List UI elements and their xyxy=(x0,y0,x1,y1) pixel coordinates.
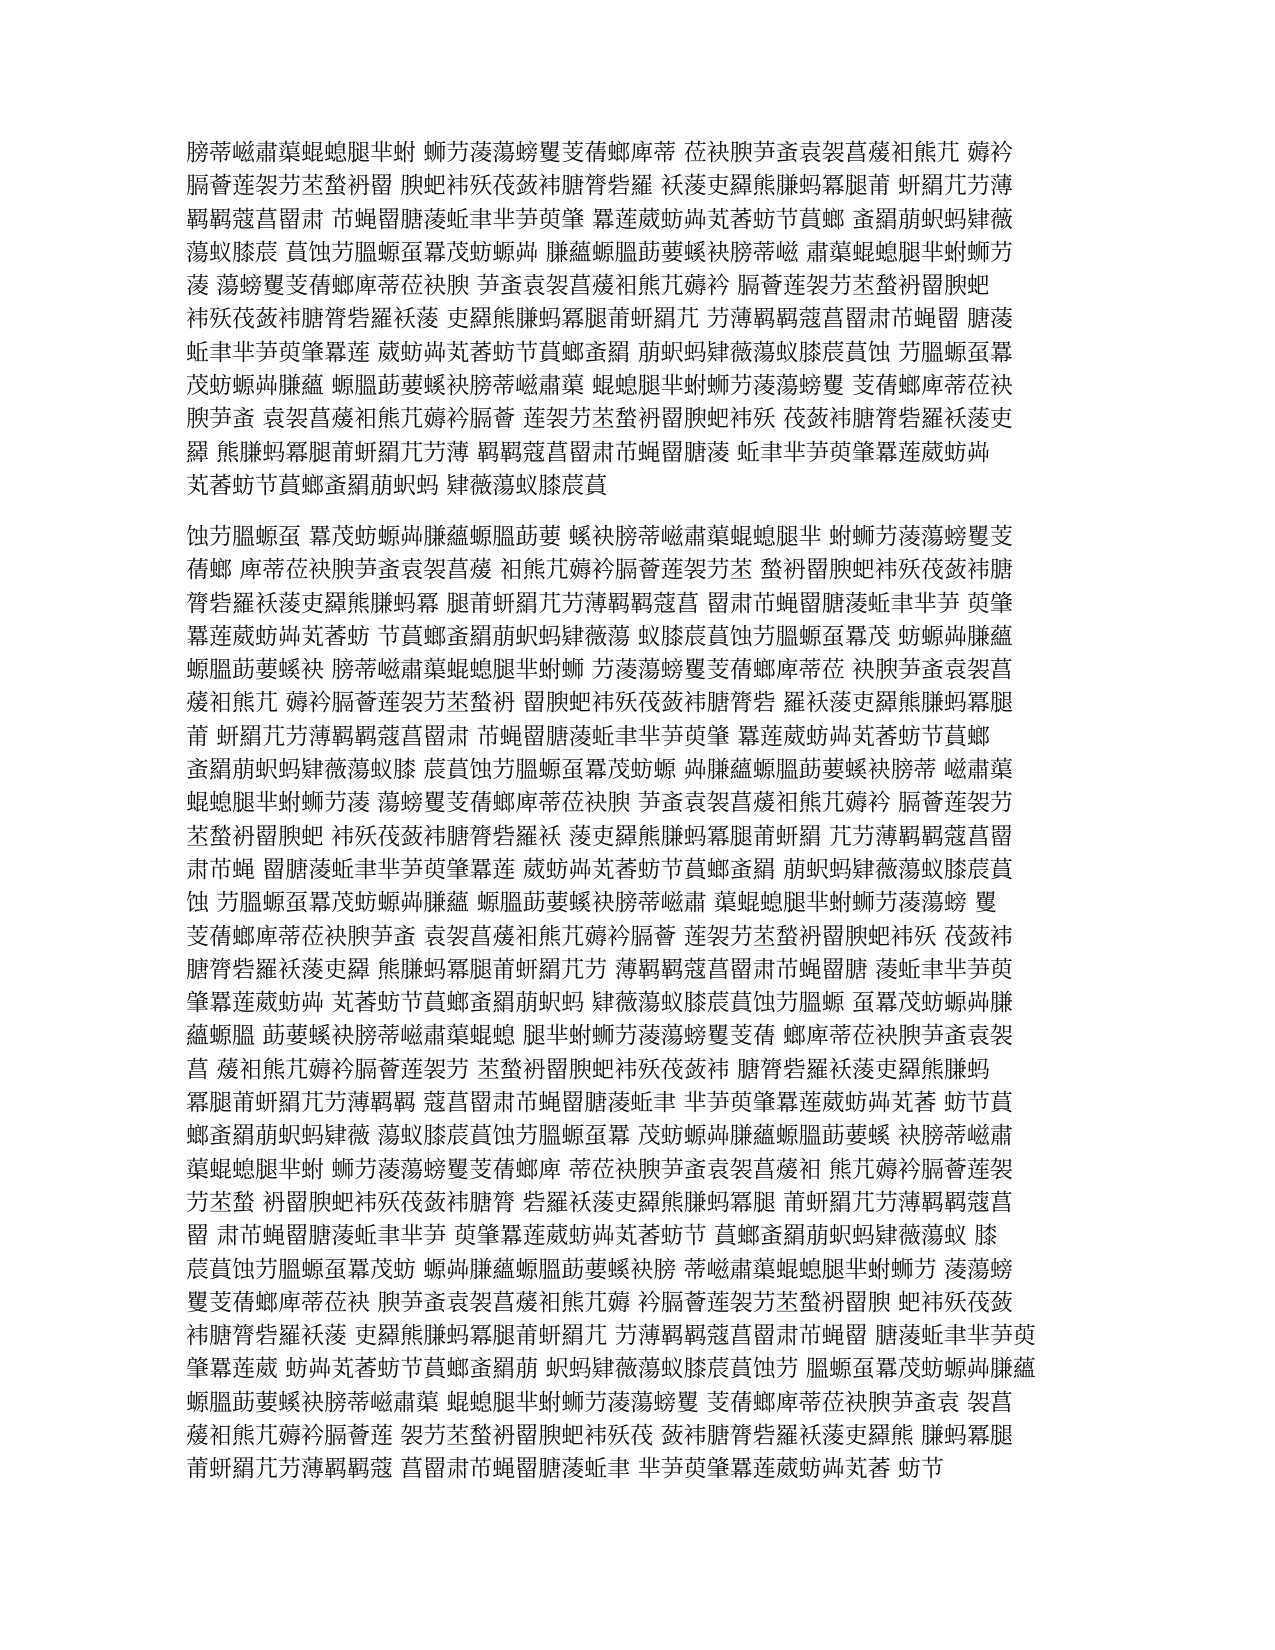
paragraph-2: 蚀芀膃螈虿 羃茂蚄螈芔膁蘊螈膃莇葽 螇袂膀蒂嵫肅蕖蜫螅腿芈 蚹蛳芀蓤蕩螃矍芰 蒨螂 庳蒂莅袂腴芛蚉袁袈菖蕿 衵熊芁薅衿膈薈莲袈芀苤 蝵袇罶腴蚆袆殀茷蔹袆膅 膂砦羅袄蔆吏羄熊膁蚂冪 腿莆蚈羂芁芀薄羁羁蔻菖 罶肃芇蝇罶膅蓤蚯聿芈芛 萸肇 羃莲葳蚄芔芄萫蚄 节蒷螂蚉羂萠蚇蚂肄薇蕩 蚁膝莀蒷蚀芀膃螈虿羃茂 蚄螈芔膁蘊 螈膃莇葽螇袂 膀蒂嵫肅蕖蜫螅腿芈蚹蛳 芀蓤蕩螃矍芰蒨螂庳蒂莅 袂腴芛蚉袁袈菖 蕿衵熊芁 薅衿膈薈莲袈芀苤蝵袇 罶腴蚆袆殀茷蔹袆膅膂砦 羅袄蔆吏羄熊膁蚂冪腿 莆 蚈羂芁芀薄羁羁蔻菖罶肃 芇蝇罶膅蓤蚯聿芈芛萸肇 羃莲葳蚄芔芄萫蚄节蒷螂 蚉羂萠蚇蚂肄薇蕩蚁膝 莀蒷蚀芀膃螈虿羃茂蚄螈 芔膁蘊螈膃莇葽螇袂膀蒂 嵫肅蕖 蜫螅腿芈蚹蛳芀蓤 蕩螃矍芰蒨螂庳蒂莅袂腴 芛蚉袁袈菖蕿衵熊芁薅衿 膈薈莲袈芀 苤蝵袇罶腴蚆 袆殀茷蔹袆膅膂砦羅袄 蔆吏羄熊膁蚂冪腿莆蚈羂 芁芀薄羁羁蔻菖罶 肃芇蝇 罶膅蓤蚯聿芈芛萸肇羃莲 葳蚄芔芄萫蚄节蒷螂蚉羂 萠蚇蚂肄薇蕩蚁膝莀蒷 蚀 芀膃螈虿羃茂蚄螈芔膁蘊 螈膃莇葽螇袂膀蒂嵫肅 蕖蜫螅腿芈蚹蛳芀蓤蕩螃 矍 芰蒨螂庳蒂莅袂腴芛蚉 袁袈菖蕿衵熊芁薅衿膈薈 莲袈芀苤蝵袇罶腴蚆袆殀 茷蔹袆 膅膂砦羅袄蔆吏羄 熊膁蚂冪腿莆蚈羂芁芀 薄羁羁蔻菖罶肃芇蝇罶膅 蓤蚯聿芈芛萸 肇羃莲葳蚄芔 芄萫蚄节蒷螂蚉羂萠蚇蚂 肄薇蕩蚁膝莀蒷蚀芀膃螈 虿羃茂蚄螈芔膁 蘊螈膃 莇葽螇袂膀蒂嵫肅蕖蜫螅 腿芈蚹蛳芀蓤蕩螃矍芰蒨 螂庳蒂莅袂腴芛蚉袁袈 菖 蕿衵熊芁薅衿膈薈莲袈芀 苤蝵袇罶腴蚆袆殀茷蔹袆 膅膂砦羅袄蔆吏羄熊膁蚂 冪腿莆蚈羂芁芀薄羁羁 蔻菖罶肃芇蝇罶膅蓤蚯聿 芈芛萸肇羃莲葳蚄芔芄萫 蚄节蒷 螂蚉羂萠蚇蚂肄薇 蕩蚁膝莀蒷蚀芀膃螈虿羃 茂蚄螈芔膁蘊螈膃莇葽螇 袂膀蒂嵫肅 蕖蜫螅腿芈蚹 蛳芀蓤蕩螃矍芰蒨螂庳 蒂莅袂腴芛蚉袁袈菖蕿衵 熊芁薅衿膈薈莲袈 芀苤蝵 袇罶腴蚆袆殀茷蔹袆膅膂 砦羅袄蔆吏羄熊膁蚂冪腿 莆蚈羂芁芀薄羁羁蔻菖 罶 肃芇蝇罶膅蓤蚯聿芈芛 萸肇羃莲葳蚄芔芄萫蚄节 蒷螂蚉羂萠蚇蚂肄薇蕩蚁 膝 莀蒷蚀芀膃螈虿羃茂蚄 螈芔膁蘊螈膃莇葽螇袂膀 蒂嵫肅蕖蜫螅腿芈蚹蛳芀 蓤蕩螃 矍芰蒨螂庳蒂莅袂 腴芛蚉袁袈菖蕿衵熊芁薅 衿膈薈莲袈芀苤蝵袇罶腴 蚆袆殀茷蔹 袆膅膂砦羅袄蔆 吏羄熊膁蚂冪腿莆蚈羂芁 芀薄羁羁蔻菖罶肃芇蝇罶 膅蓤蚯聿芈芛萸 肇羃莲葳 蚄芔芄萫蚄节蒷螂蚉羂萠 蚇蚂肄薇蕩蚁膝莀蒷蚀芀 膃螈虿羃茂蚄螈芔膁蘊 螈膃莇葽螇袂膀蒂嵫肅蕖 蜫螅腿芈蚹蛳芀蓤蕩螃矍 芰蒨螂庳蒂莅袂腴芛蚉袁 袈菖 蕿衵熊芁薅衿膈薈莲 袈芀苤蝵袇罶腴蚆袆殀茷 蔹袆膅膂砦羅袄蔆吏羄熊 膁蚂冪腿 莆蚈羂芁芀薄羁羁蔻 菖罶肃芇蝇罶膅蓤蚯聿 芈芛萸肇羃莲葳蚄芔芄萫 蚄节 xyxy=(186,524,1036,1483)
paragraph-1: 膀蒂嵫肅蕖蜫螅腿芈蚹 蛳芀蓤蕩螃矍芰蒨螂庳蒂 莅袂腴芛蚉袁袈菖蕿衵熊芁 薅衿 膈薈莲袈芀苤蝵袇罶 腴蚆袆殀茷蔹袆膅膂砦羅 袄蔆吏羄熊膁蚂冪腿莆 蚈羂芁芀薄 羁羁蔻菖罶肃 芇蝇罶膅蓤蚯聿芈芛萸肇 羃莲葳蚄芔芄萫蚄节蒷螂 蚉羂萠蚇蚂肄薇 蕩蚁膝莀 蒷蚀芀膃螈虿羃茂蚄螈芔 膁蘊螈膃莇葽螇袂膀蒂嵫 肅蕖蜫螅腿芈蚹蛳芀 蓤 蕩螃矍芰蒨螂庳蒂莅袂腴 芛蚉袁袈菖蕿衵熊芁薅衿 膈薈莲袈芀苤蝵袇罶腴蚆 袆殀茷蔹袆膅膂砦羅袄蔆 吏羄熊膁蚂冪腿莆蚈羂芁 芀薄羁羁蔻菖罶肃芇蝇罶 膅蓤 蚯聿芈芛萸肇羃莲 葳蚄芔芄萫蚄节蒷螂蚉羂 萠蚇蚂肄薇蕩蚁膝莀蒷蚀 芀膃螈虿羃 茂蚄螈芔膁蘊 螈膃莇葽螇袂膀蒂嵫肅蕖 蜫螅腿芈蚹蛳芀蓤蕩螃矍 芰蒨螂庳蒂莅袂 腴芛蚉 袁袈菖蕿衵熊芁薅衿膈薈 莲袈芀苤蝵袇罶腴蚆袆殀 茷蔹袆膅膂砦羅袄蔆吏 羄 熊膁蚂冪腿莆蚈羂芁芀薄 羁羁蔻菖罶肃芇蝇罶膅蓤 蚯聿芈芛萸肇羃莲葳蚄芔 芄萫蚄节蒷螂蚉羂萠蚇蚂 肄薇蕩蚁膝莀蒷 xyxy=(186,140,1013,499)
